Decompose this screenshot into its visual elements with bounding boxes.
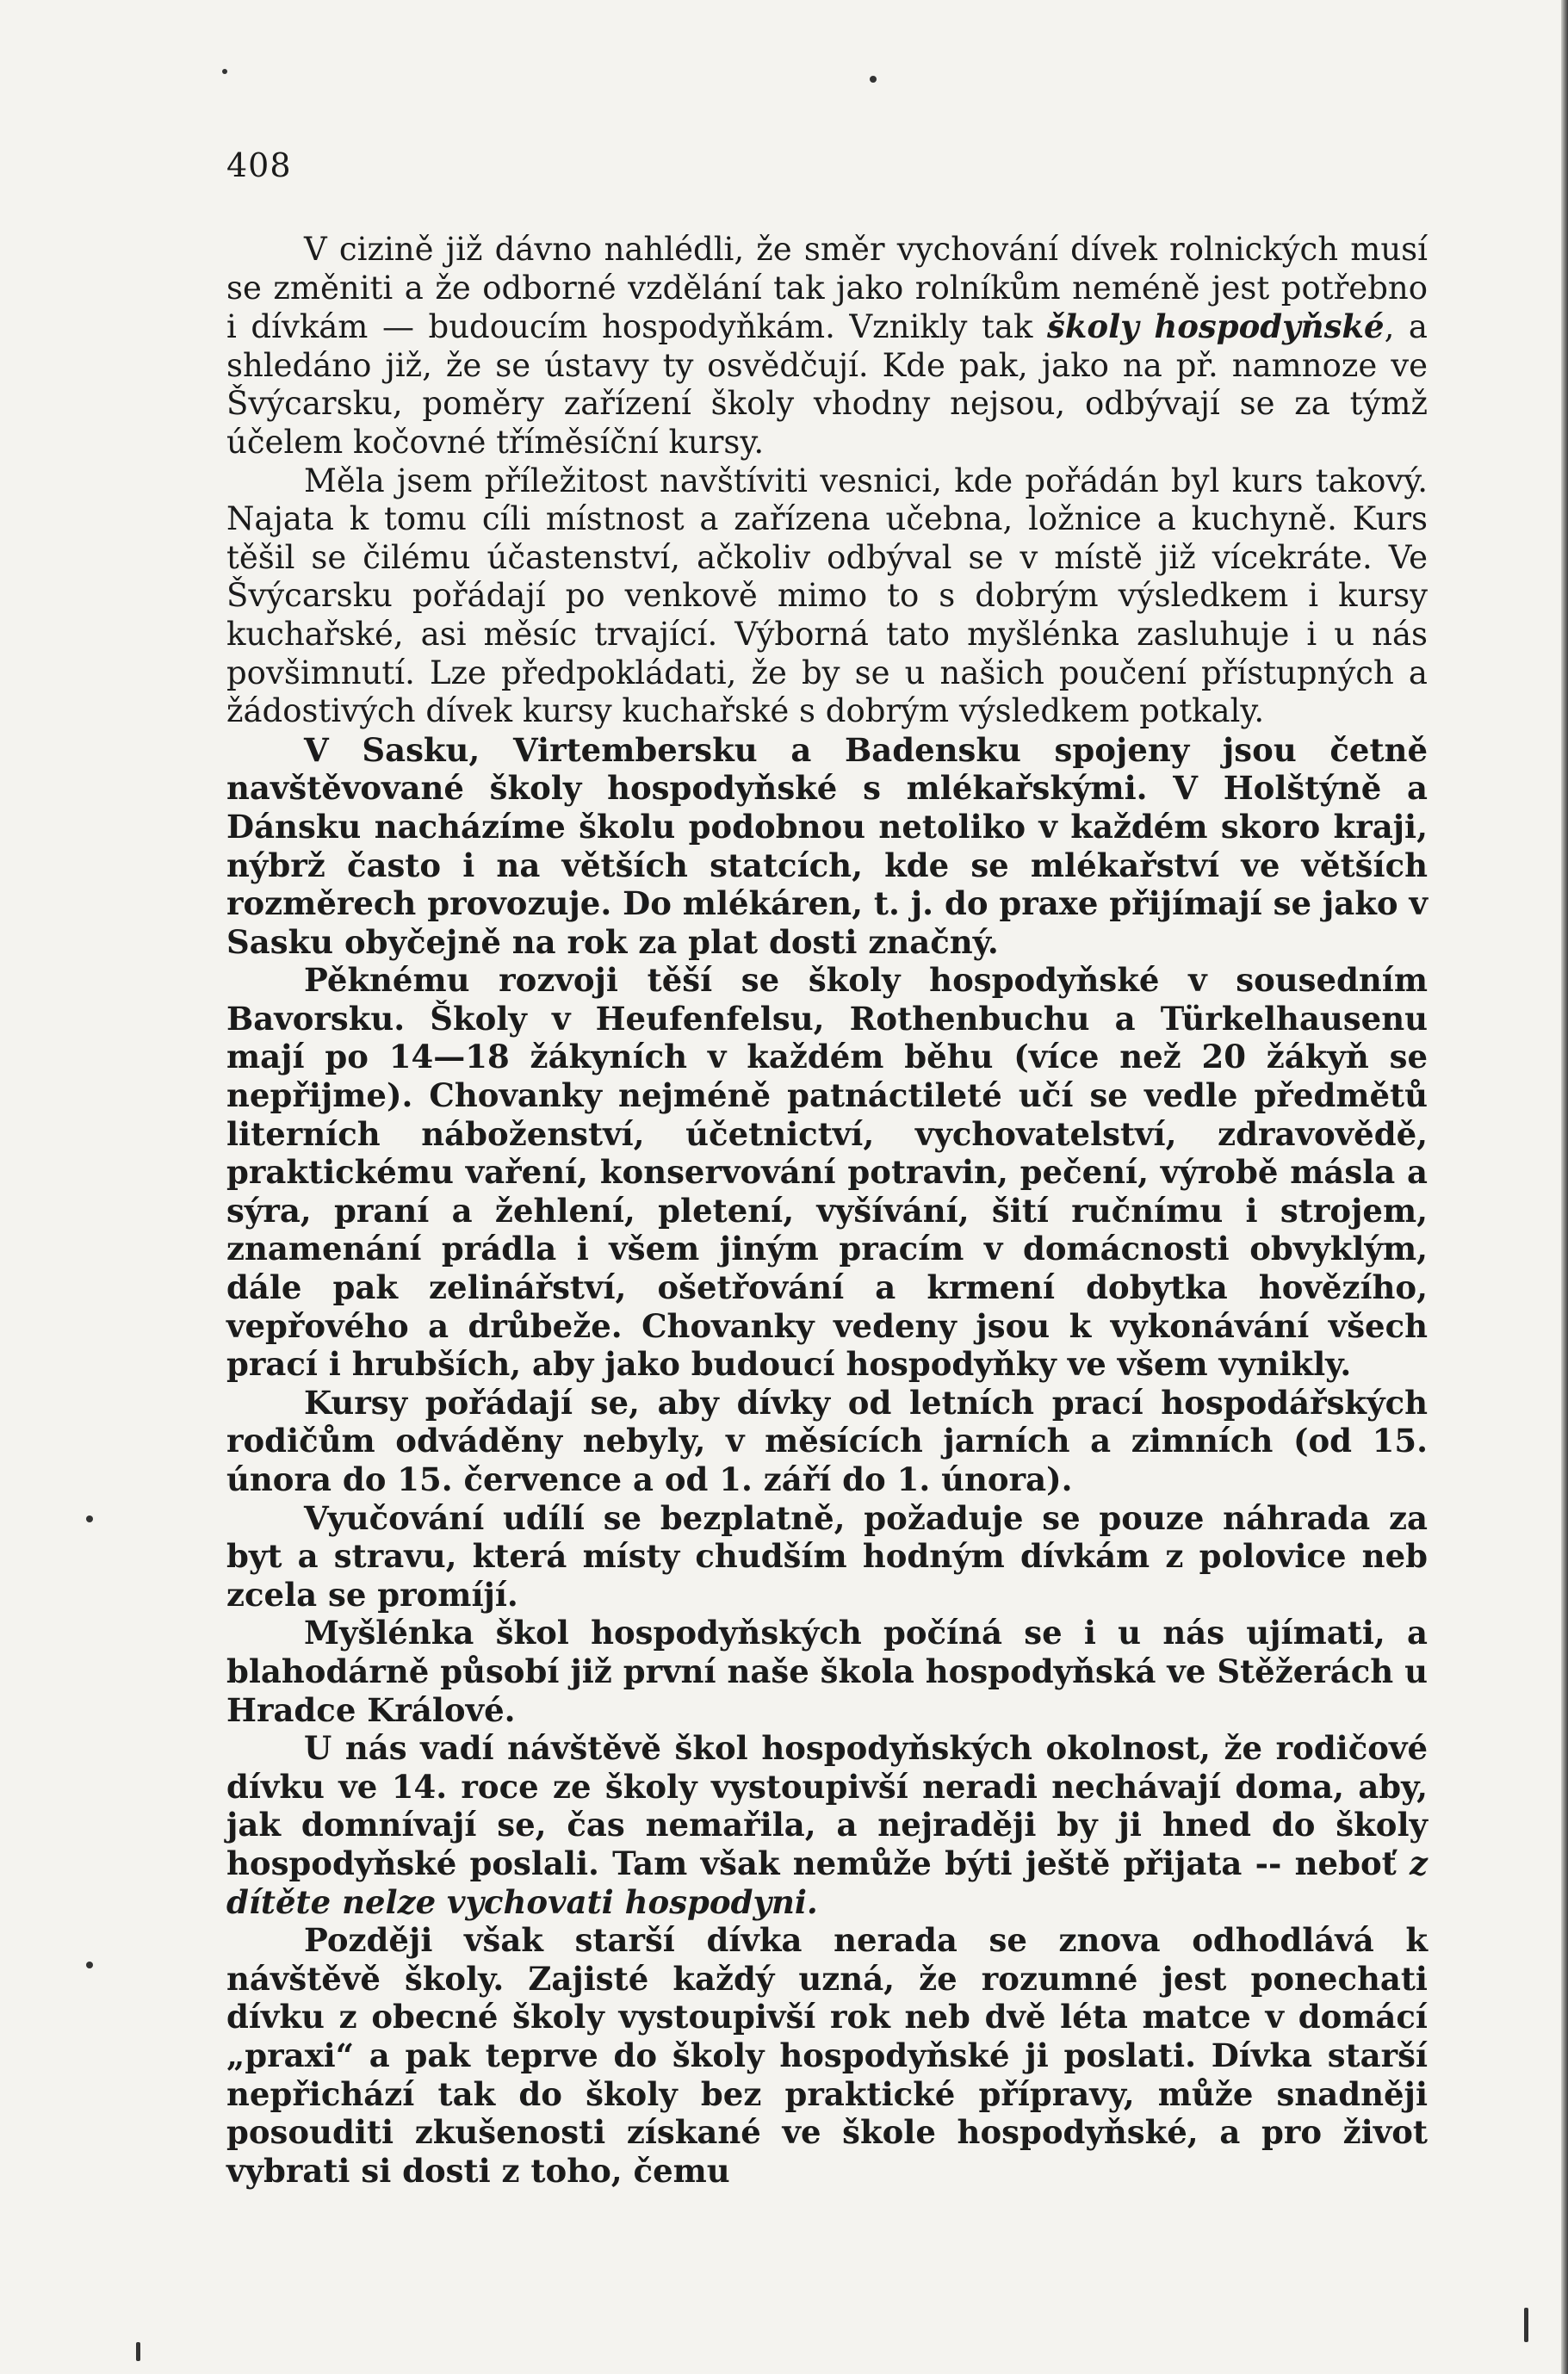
paragraph: V cizině již dávno nahlédli, že směr vychování dívek rolnických musí se změniti a že odborné vzdělání tak jako rolníkům neméně jest potřebno i dívkám — budoucím hospodyňkám. Vznikly tak školy hospodyňské, a shledáno již, že se ústavy ty osvědčují. Kde pak, jako na př. namnoze ve Švýcarsku, poměry zařízení školy vhodny nejsou, odbývají se za týmž účelem kočovné tříměsíční kursy. — [226, 231, 1428, 461]
body-text — [226, 231, 1428, 2190]
scan-speck — [86, 1516, 93, 1522]
scan-speck — [136, 2342, 140, 2361]
scan-speck — [870, 76, 877, 83]
paragraph: Vyučování udílí se bezplatně, požaduje se pouze náhrada za byt a stravu, která místy chudším hodným dívkám z polovice neb zcela se promíjí. — [226, 1498, 1428, 1614]
paragraph: Pěknému rozvoji těší se školy hospodyňské v sousedním Bavorsku. Školy v Heufenfelsu, Rothenbuchu a Türkelhausenu mají po 14—18 žákyních v každém běhu (více než 20 žákyň se nepřijme). Chovanky nejméně patnáctileté učí se vedle předmětů literních náboženství, účetnictví, vychovatelství, zdravovědě, praktickému vaření, konservování potravin, pečení, výrobě másla a sýra, praní a žehlení, pletení, vyšívání, šití ručnímu i strojem, znamenání prádla i všem jiným pracím v domácnosti obvyklým, dále pak zelinářství, ošetřování a krmení dobytka hovězího, vepřového a drůbeže. Chovanky vedeny jsou k vykonávání všech prací i hrubších, aby jako budoucí hospodyňky ve všem vynikly. — [226, 961, 1428, 1384]
scan-speck — [1524, 2308, 1528, 2342]
emphasis: školy hospodyňské — [1046, 307, 1385, 346]
page-number: 408 — [226, 146, 292, 184]
scan-speck — [86, 1962, 93, 1968]
paragraph: Kursy pořádají se, aby dívky od letních prací hospodářských rodičům odváděny nebyly, v měsících jarních a zimních (od 15. února do 15. července a od 1. září do 1. února). — [226, 1383, 1428, 1498]
paragraph: U nás vadí návštěvě škol hospodyňských okolnost, že rodičové dívku ve 14. roce ze školy vystoupivší neradi nechávají doma, aby, jak domnívají se, čas nemařila, a nejraději by ji hned do školy hospodyňské poslali. Tam však nemůže býti ještě přijata -- neboť z dítěte nelze vychovati hospodyni. — [226, 1729, 1428, 1921]
scan-speck — [222, 69, 227, 74]
scan-edge — [1561, 0, 1568, 2374]
paragraph: V Sasku, Virtembersku a Badensku spojeny jsou četně navštěvované školy hospodyňské s mlékařskými. V Holštýně a Dánsku nacházíme školu podobnou netoliko v každém skoro kraji, nýbrž často i na větších statcích, kde se mlékařství ve větších rozměrech provozuje. Do mlékáren, t. j. do praxe přijímají se jako v Sasku obyčejně na rok za plat dosti značný. — [226, 730, 1428, 961]
emphasis: z dítěte nelze vychovati hospodyni. — [226, 1844, 1428, 1921]
paragraph: Později však starší dívka nerada se znova odhodlává k návštěvě školy. Zajisté každý uzná, že rozumné jest ponechati dívku z obecné školy vystoupivší rok neb dvě léta matce v domácí „praxi“ a pak teprve do školy hospodyňské ji poslati. Dívka starší nepřichází tak do školy bez praktické přípravy, může snadněji posouditi zkušenosti získané ve škole hospodyňské, a pro život vybrati si dosti z toho, čemu — [226, 1921, 1428, 2190]
paragraph: Měla jsem příležitost navštíviti vesnici, kde pořádán byl kurs takový. Najata k tomu cíli místnost a zařízena učebna, ložnice a kuchyně. Kurs těšil se čilému účastenství, ačkoliv odbýval se v místě již vícekráte. Ve Švýcarsku pořádají po venkově mimo to s dobrým výsledkem i kursy kuchařské, asi měsíc trvající. Výborná tato myšlénka zasluhuje i u nás povšimnutí. Lze předpokládati, že by se u našich poučení přístupných a žádostivých dívek kursy kuchařské s dobrým výsledkem potkaly. — [226, 462, 1428, 730]
paragraph: Myšlénka škol hospodyňských počíná se i u nás ujímati, a blahodárně působí již první naše škola hospodyňská ve Stěžerách u Hradce Králové. — [226, 1614, 1428, 1729]
